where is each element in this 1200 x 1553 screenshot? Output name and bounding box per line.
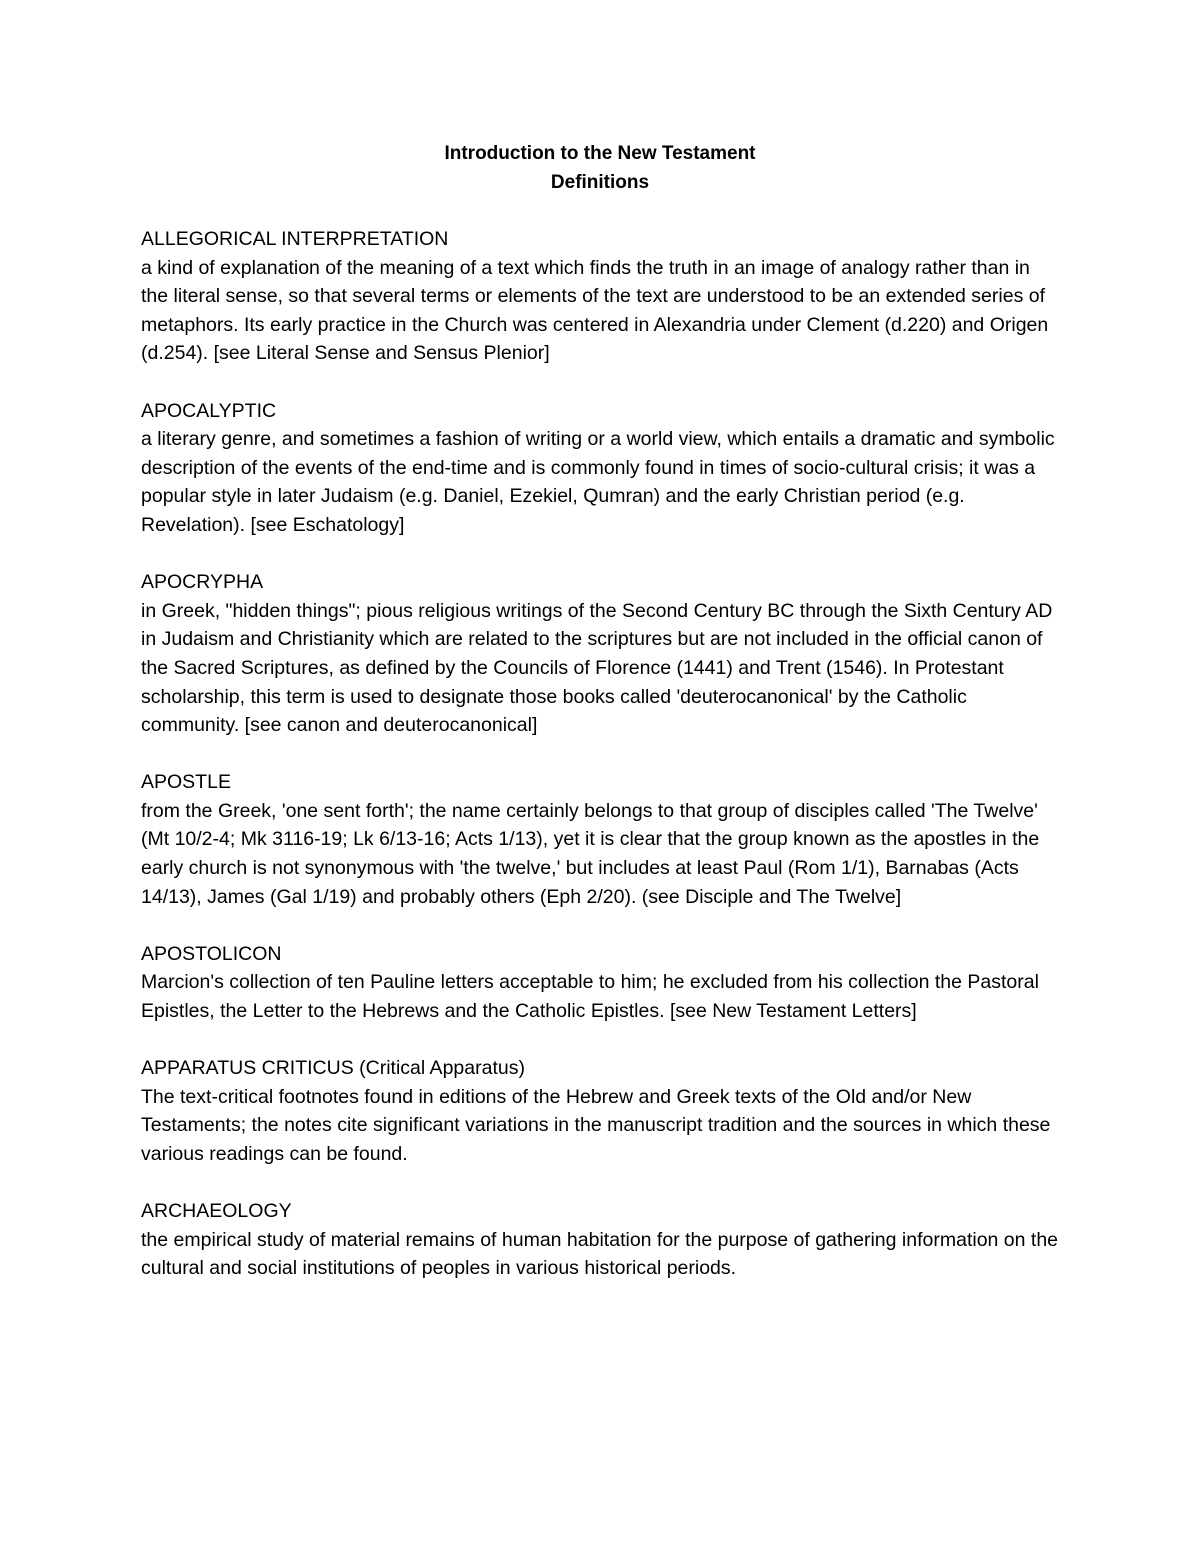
definition-term: ALLEGORICAL INTERPRETATION — [141, 228, 449, 250]
definition-entry — [141, 1197, 1061, 1283]
definition-term: APOSTOLICON — [141, 942, 282, 965]
definition-entry — [141, 768, 1061, 911]
document-title: Introduction to the New Testament — [444, 143, 756, 164]
definition-text: from the Greek, 'one sent forth'; the name certainly belongs to that group of disciples called 'The Twelve' (Mt 10/2-4; Mk 3116-19; Lk 6/13-16; Acts 1/13), yet it is clear that the group known as the apostles in the early church is not synonymous with 'the twelve,' but includes at least Paul (Rom 1/1), Barnabas (Acts 14/13), James (Gal 1/19) and probably others (Eph 2/20). (see Disciple and The Twelve] — [141, 799, 1040, 908]
definition-text: in Greek, "hidden things"; pious religious writings of the Second Century BC through the Sixth Century AD in Judaism and Christianity which are related to the scriptures but are not included in the official canon of the Sacred Scriptures, as defined by the Councils of Florence (1441) and Trent (1546). In Protestant scholarship, this term is used to designate those books called 'deuterocanonical' by the Catholic community. [see canon and deuterocanonical] — [141, 599, 1053, 737]
definition-entry — [141, 1054, 1061, 1168]
document-subtitle: Definitions — [550, 172, 650, 193]
definition-term: APOCALYPTIC — [141, 399, 277, 422]
definition-text: the empirical study of material remains of human habitation for the purpose of gathering information on the cultural and social institutions of peoples in various historical periods. — [141, 1228, 1059, 1280]
definition-entry — [141, 397, 1061, 540]
definition-text: The text-critical footnotes found in editions of the Hebrew and Greek texts of the Old and/or New Testaments; the notes cite significant variations in the manuscript tradition and the sources in which these various readings can be found. — [141, 1085, 1051, 1165]
definition-term: APOSTLE — [141, 771, 231, 794]
definition-entry — [141, 940, 1061, 1026]
definition-term: APPARATUS CRITICUS (Critical Apparatus) — [141, 1057, 525, 1080]
definition-text: a literary genre, and sometimes a fashion of writing or a world view, which entails a dramatic and symbolic description of the events of the end-time and is commonly found in times of socio-cultural crisis; it was a popular style in later Judaism (e.g. Daniel, Ezekiel, Qumran) and the early Christian period (e.g. Revelation). [see Eschatology] — [141, 428, 1055, 536]
definition-term: APOCRYPHA — [141, 571, 264, 594]
definition-term: ARCHAEOLOGY — [141, 1200, 292, 1223]
definition-text: Marcion's collection of ten Pauline letters acceptable to him; he excluded from his collection the Pastoral Epistles, the Letter to the Hebrews and the Catholic Epistles. [see New Testament Letters] — [141, 971, 1039, 1023]
definition-entry — [141, 568, 1061, 740]
document-header — [0, 139, 1200, 197]
definition-text: a kind of explanation of the meaning of a text which finds the truth in an image of analogy rather than in the literal sense, so that several terms or elements of the text are understood to be an extended series of metaphors. Its early practice in the Church was centered in Alexandria under Clement (d.220) and Origen (d.254). [see Literal Sense and Sensus Plenior] — [141, 256, 1049, 365]
definitions-list — [141, 225, 1061, 1312]
definition-entry — [141, 225, 1061, 368]
